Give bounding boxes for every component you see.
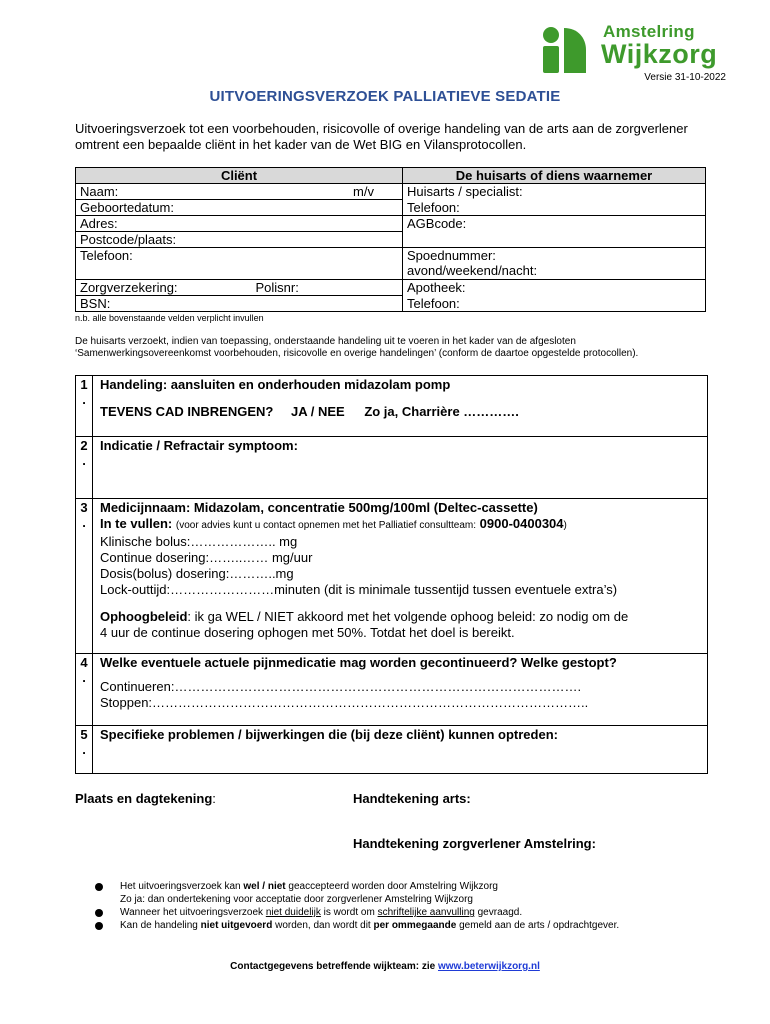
doctor-header: De huisarts of diens waarnemer — [403, 168, 706, 184]
cad-question: TEVENS CAD INBRENGEN? JA / NEE Zo ja, Charrière …………. — [100, 404, 519, 419]
vullen-line: In te vullen: (voor advies kunt u contact opnemen met het Palliatief consultteam: 0900-0400304) — [100, 516, 567, 531]
client-postcode-field[interactable]: Postcode/plaats: — [76, 232, 403, 248]
policy-label: Polisnr: — [255, 280, 299, 295]
cad-ja-nee[interactable]: JA / NEE — [290, 404, 345, 419]
client-address-field[interactable]: Adres: — [76, 216, 403, 232]
continue-dose-field[interactable]: Continue dosering:……..…… mg/uur — [100, 550, 313, 565]
logo-brand-text: Wijkzorg — [601, 39, 718, 69]
amstelring-logo — [540, 22, 735, 77]
bolus-field[interactable]: Klinische bolus:……………….. mg — [100, 534, 298, 549]
page-title: UITVOERINGSVERZOEK PALLIATIEVE SEDATIE — [209, 88, 561, 105]
client-header: Cliënt — [76, 168, 403, 184]
section-2-row — [76, 437, 708, 499]
client-dob-field[interactable]: Geboortedatum: — [76, 200, 403, 216]
notes-list — [95, 880, 715, 932]
ophoog-line-2: 4 uur de continue dosering ophogen met 50%. Totdat het doel is bereikt. — [100, 625, 515, 640]
doctor-phone-field[interactable]: Telefoon: — [403, 200, 706, 216]
signature-zorgverlener-field[interactable]: Handtekening zorgverlener Amstelring: — [353, 836, 596, 851]
client-doctor-table — [75, 167, 706, 312]
section-5-body[interactable] — [93, 726, 708, 774]
section-number: 4 . — [76, 654, 93, 726]
bullet-icon — [95, 909, 103, 917]
request-table — [75, 375, 708, 774]
required-note: n.b. alle bovenstaande velden verplicht invullen — [75, 313, 264, 323]
emergency-label: Spoednummer: — [407, 248, 496, 263]
stoppen-field[interactable]: Stoppen:……………………………………………………………………………………….. — [100, 695, 589, 710]
bullet-icon — [95, 883, 103, 891]
list-item: Kan de handeling niet uitgevoerd worden, dan wordt dit per ommegaande gemeld aan de arts / opdrachtgever. — [95, 919, 715, 932]
bullet-icon — [95, 922, 103, 930]
lockout-field[interactable]: Lock-outtijd:……………………minuten (dit is minimale tussentijd tussen eventuele extra’s) — [100, 582, 618, 597]
contact-link[interactable]: www.beterwijkzorg.nl — [437, 961, 540, 972]
list-item: Wanneer het uitvoeringsverzoek niet duidelijk is wordt om schriftelijke aanvulling gevraagd. — [95, 906, 715, 919]
consult-phone: 0900-0400304 — [479, 516, 564, 531]
handeling-label: Handeling: aansluiten en onderhouden midazolam pomp — [100, 377, 451, 392]
intro-text: Uitvoeringsverzoek tot een voorbehouden, risicovolle of overige handeling van de arts aan de zorgverlener omtrent een bepaalde cliënt in het kader van de Wet BIG en Vilansprotocollen. — [75, 121, 688, 152]
client-name-field[interactable] — [76, 184, 403, 200]
agreement-text: De huisarts verzoekt, indien van toepassing, onderstaande handeling uit te voeren in het kader van de afgesloten ‘Samenwerkingsovereenkomst voorbehouden, risicovolle en overige handelingen’ (conform de daartoe opgestelde protocollen). — [75, 336, 639, 359]
doctor-specialist-field[interactable]: Huisarts / specialist: — [403, 184, 706, 200]
continueren-field[interactable]: Continueren:…………………………………………………………………………………. — [100, 679, 582, 694]
insurer-label: Zorgverzekering: — [80, 280, 178, 295]
client-insurer-field[interactable] — [76, 280, 403, 296]
section-1-row — [76, 376, 708, 437]
pijnmedicatie-label: Welke eventuele actuele pijnmedicatie mag worden gecontinueerd? Welke gestopt? — [100, 655, 617, 670]
contact-line: Contactgegevens betreffende wijkteam: zie www.beterwijkzorg.nl — [230, 961, 540, 972]
section-5-row — [76, 726, 708, 774]
signature-arts-field[interactable]: Handtekening arts: — [353, 791, 471, 806]
logo-mark-icon — [540, 24, 596, 74]
section-4-row — [76, 654, 708, 726]
doctor-agb-field[interactable]: AGBcode: — [403, 216, 706, 248]
section-number: 1 . — [76, 376, 93, 437]
problemen-label: Specifieke problemen / bijwerkingen die (bij deze cliënt) kunnen optreden: — [100, 727, 558, 742]
dosis-field[interactable]: Dosis(bolus) dosering:………..mg — [100, 566, 294, 581]
client-phone-field[interactable]: Telefoon: — [76, 248, 403, 280]
place-date-field[interactable]: Plaats en dagtekening: — [75, 791, 216, 806]
emergency-hours-label: avond/weekend/nacht: — [407, 263, 538, 278]
section-2-body[interactable] — [93, 437, 708, 499]
section-1-body[interactable] — [93, 376, 708, 437]
section-number: 2 . — [76, 437, 93, 499]
pharmacy-phone-field[interactable]: Telefoon: — [403, 296, 706, 312]
client-bsn-field[interactable]: BSN: — [76, 296, 403, 312]
client-name-label: Naam: — [80, 184, 119, 199]
section-number: 3 . — [76, 499, 93, 654]
section-number: 5 . — [76, 726, 93, 774]
logo-org-text: Amstelring — [603, 22, 695, 41]
medicijn-label: Medicijnnaam: Midazolam, concentratie 500mg/100ml (Deltec-cassette) — [100, 500, 538, 515]
section-4-body[interactable] — [93, 654, 708, 726]
indicatie-label: Indicatie / Refractair symptoom: — [100, 438, 298, 453]
ophoog-line[interactable]: Ophoogbeleid: ik ga WEL / NIET akkoord met het volgende ophoog beleid: zo nodig om de — [100, 609, 629, 624]
list-item: Het uitvoeringsverzoek kan wel / niet geaccepteerd worden door Amstelring Wijkzorg Zo ja: dan ondertekening voor acceptatie door zorgverlener Amstelring Wijkzorg — [95, 880, 715, 906]
doctor-emergency-field[interactable] — [403, 248, 706, 280]
section-3-row — [76, 499, 708, 654]
section-3-body[interactable] — [93, 499, 708, 654]
version-label: Versie 31-10-2022 — [644, 72, 726, 83]
client-gender-label: m/v — [353, 184, 374, 199]
charriere-field[interactable]: Zo ja, Charrière …………. — [364, 404, 519, 419]
pharmacy-field[interactable]: Apotheek: — [403, 280, 706, 296]
